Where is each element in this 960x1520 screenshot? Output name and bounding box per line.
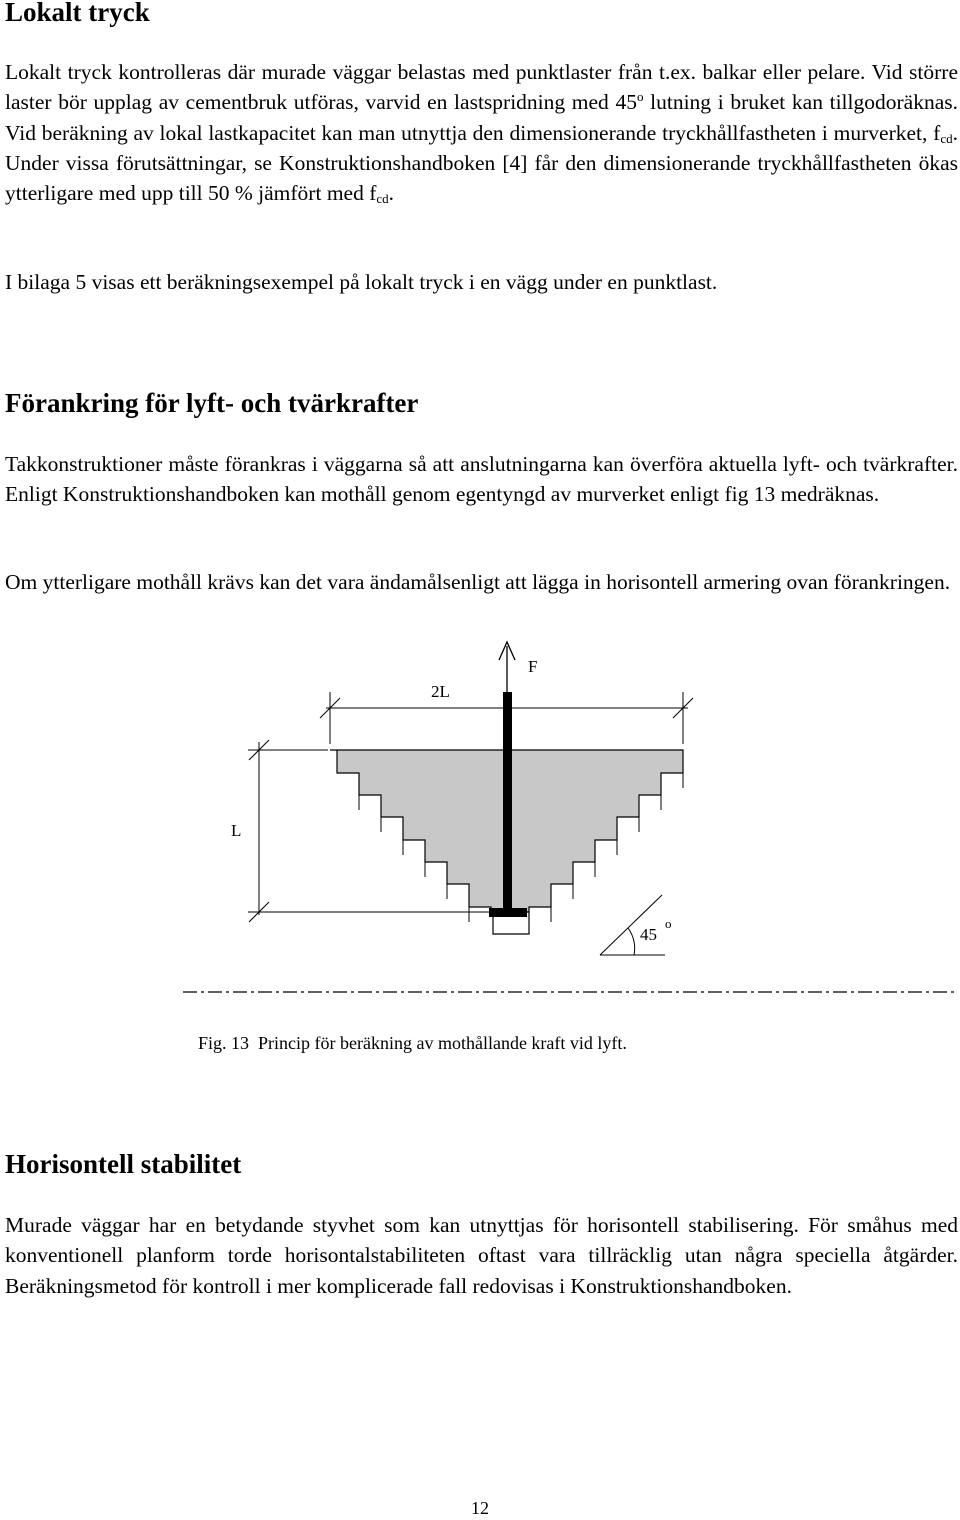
width-label: 2L: [431, 682, 450, 701]
anchorage-diagram: [0, 630, 960, 1030]
figure-caption: [198, 1030, 627, 1056]
anchor-plate: [489, 908, 527, 917]
anchor-rod: [503, 692, 512, 914]
paragraph-ytterligare-mothall: Om ytterligare mothåll krävs kan det vara ändamålsenligt att lägga in horisontell armering ovan förankringen.: [5, 570, 951, 594]
subscript-cd: cd: [376, 191, 389, 207]
heading-lokalt-tryck: Lokalt tryck: [5, 0, 150, 27]
height-label: L: [231, 821, 242, 840]
paragraph-lokalt-tryck: Lokalt tryck kontrolleras där murade väggar belastas med punktlaster från t.ex. balkar eller pelare. Vid större laster bör upplag av cementbruk utföras, varvid en lastspridning med 45$^o$ lutning i bruket kan tillgodoräknas. Vid beräkning av lokal lastkapacitet kan man utnyttja den dimensionerande tryckhållfastheten i murverket, $f_{cd}$. Under vissa förutsättningar, se Konstruktionshandboken [4] får den dimensionerande tryckhållfastheten ökas ytterligare med upp till 50 % jämfört med $f_{cd}$.: [5, 60, 958, 207]
page-number: 12: [471, 1498, 489, 1518]
heading-horisontell-stabilitet: Horisontell stabilitet: [5, 1149, 242, 1179]
heading-forankring: Förankring för lyft- och tvärkrafter: [5, 388, 419, 418]
degree-superscript: o: [636, 89, 644, 105]
subscript-cd: cd: [940, 130, 953, 146]
paragraph-bilaga: I bilaga 5 visas ett beräkningsexempel på lokalt tryck i en vägg under en punktlast.: [5, 270, 718, 294]
force-label: F: [528, 657, 538, 676]
angle-degree-label: o: [665, 916, 672, 931]
paragraph-murade-vaggar: Murade väggar har en betydande styvhet som kan utnyttjas för horisontell stabilisering. För småhus med konventionell planform torde horisontalstabiliteten oftast vara tillräcklig utan några speciella åtgärder. Beräkningsmetod för kontroll i mer komplicerade fall redovisas i Konstruktionshandboken.: [5, 1213, 958, 1298]
paragraph-takkonstruktioner: Takkonstruktioner måste förankras i väggarna så att anslutningarna kan överföra aktuella lyft- och tvärkrafter. Enligt Konstruktionshandboken kan mothåll genom egentyngd av murverket enligt fig 13 medräknas.: [5, 452, 958, 507]
figure-13: [0, 630, 960, 1060]
angle-arc: [628, 928, 635, 955]
angle-label: 45: [640, 925, 657, 944]
figure-caption-text: Princip för beräkning av mothållande kraft vid lyft.: [258, 1033, 627, 1053]
figure-number: Fig. 13: [198, 1033, 250, 1053]
